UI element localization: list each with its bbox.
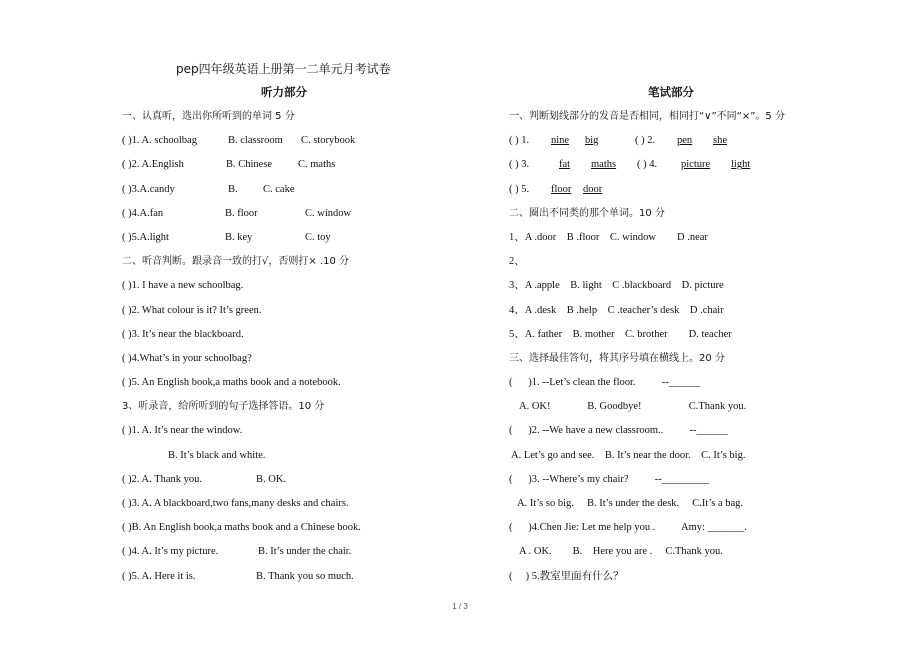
listening-section-2-title: 二、听音判断。跟录音一致的打√，否则打× .10 分 [122, 256, 350, 268]
list-item: ( )2. A.English B. Chinese C. maths [122, 159, 336, 171]
list-item: ( )1. I have a new schoolbag. [122, 280, 244, 292]
list-item: ( )2. A. Thank you. B. OK. [122, 473, 287, 485]
list-item: 2、 [509, 256, 525, 268]
list-item: ( )5. An English book,a maths book and a notebook. [122, 377, 341, 389]
list-item: A. It’s so big. B. It’s under the desk. C.It’s a bag. [517, 498, 744, 509]
list-item: A. OK! B. Goodbye! C.Thank you. [519, 401, 747, 413]
list-item: ( )3. --Where’s my chair? --_________ [509, 473, 710, 485]
list-item: ( )5. A. Here it is. B. Thank you so much. [122, 570, 354, 582]
writing-column [509, 108, 869, 592]
list-item: ( )4.A.fan B. floor C. window [122, 207, 352, 219]
listening-section-3-title: 3、听录音，给所听到的句子选择答语。10 分 [122, 401, 325, 413]
list-item: ( )3.A.candy B. C. cake [122, 183, 295, 195]
list-item: A . OK. B. Here you are . C.Thank you. [519, 546, 723, 558]
writing-heading: 笔试部分 [648, 85, 694, 99]
list-item: ( )4. A. It’s my picture. B. It’s under the chair. [122, 546, 352, 558]
list-item: ( )3. A. A blackboard,two fans,many desks and chairs. [122, 498, 349, 509]
listening-column [122, 108, 482, 592]
list-item: ( )1. --Let’s clean the floor. --______ [509, 377, 701, 389]
list-item: 1、A .door B .floor C. window D .near [509, 231, 708, 243]
list-item: ( ) 5.教室里面有什么？ [509, 570, 624, 582]
writing-section-1-title: 一、判断划线部分的发音是否相同，相同打“∨”不同“×”。5 分 [509, 111, 785, 122]
list-item: B. It’s black and white. [168, 449, 266, 461]
list-item: ( )1. A. It’s near the window. [122, 425, 243, 437]
page-title: pep四年级英语上册第一二单元月考试卷 [176, 62, 391, 76]
list-item: ( )B. An English book,a maths book and a Chinese book. [122, 522, 361, 534]
list-item: 3、A .apple B. light C .blackboard D. picture [509, 280, 724, 292]
list-item: ( )4.What’s in your schoolbag? [122, 352, 252, 364]
list-item: ( ) 1. nine big ( ) 2. pen she [509, 135, 727, 147]
list-item: A. Let’s go and see. B. It’s near the door. C. It’s big. [511, 449, 746, 461]
list-item: 5、A. father B. mother C. brother D. teacher [509, 328, 732, 340]
listening-heading: 听力部分 [261, 85, 307, 99]
writing-section-3-title: 三、选择最佳答句，将其序号填在横线上。20 分 [509, 352, 725, 364]
list-item: ( ) 5. floor door [509, 183, 603, 195]
list-item: ( )4.Chen Jie: Let me help you . Amy: _______. [509, 522, 747, 534]
listening-section-1-title: 一、认真听，选出你所听到的单词 5 分 [122, 111, 295, 122]
list-item: ( ) 3. fat maths ( ) 4. picture light [509, 159, 751, 171]
page-number: 1 / 3 [452, 602, 468, 611]
list-item: ( )2. What colour is it? It’s green. [122, 304, 262, 316]
list-item: ( )3. It’s near the blackboard. [122, 328, 244, 340]
list-item: ( )5.A.light B. key C. toy [122, 231, 331, 243]
writing-section-2-title: 二、圈出不同类的那个单词。10 分 [509, 207, 665, 219]
list-item: 4、A .desk B .help C .teacher’s desk D .chair [509, 304, 724, 316]
list-item: ( )1. A. schoolbag B. classroom C. storybook [122, 135, 356, 147]
list-item: ( )2. --We have a new classroom.. --______ [509, 425, 729, 437]
